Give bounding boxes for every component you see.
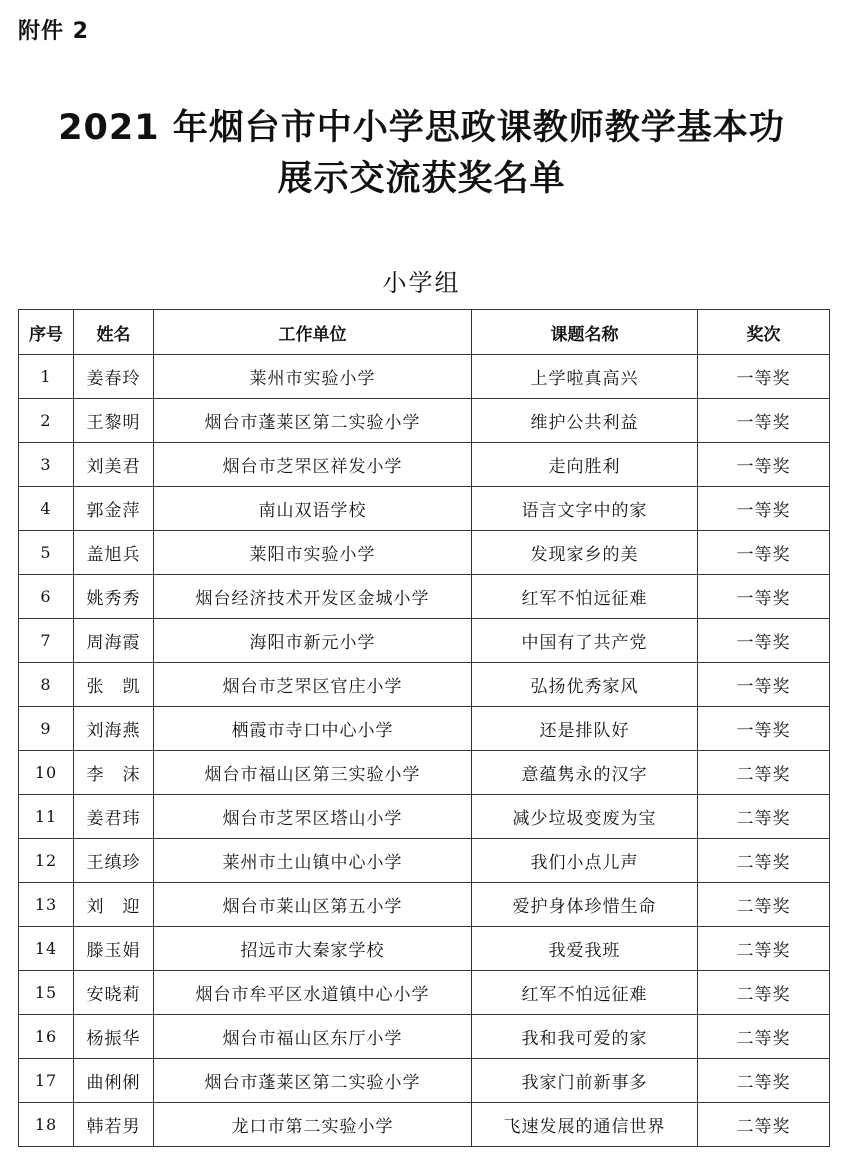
table-header-row xyxy=(19,310,830,355)
cell-lesson-title: 发现家乡的美 xyxy=(472,531,698,575)
cell-award: 一等奖 xyxy=(698,487,830,531)
cell-name: 姜春玲 xyxy=(74,355,154,399)
cell-award: 一等奖 xyxy=(698,355,830,399)
cell-workplace: 烟台市莱山区第五小学 xyxy=(154,883,472,927)
table-row xyxy=(19,795,830,839)
cell-award: 二等奖 xyxy=(698,839,830,883)
cell-index: 15 xyxy=(19,971,74,1015)
cell-name: 刘海燕 xyxy=(74,707,154,751)
cell-index: 14 xyxy=(19,927,74,971)
cell-name: 张 凯 xyxy=(74,663,154,707)
cell-index: 2 xyxy=(19,399,74,443)
cell-name: 安晓莉 xyxy=(74,971,154,1015)
group-title: 小学组 xyxy=(382,269,461,297)
cell-award: 二等奖 xyxy=(698,1103,830,1147)
cell-award: 二等奖 xyxy=(698,1059,830,1103)
cell-award: 一等奖 xyxy=(698,707,830,751)
cell-index: 10 xyxy=(19,751,74,795)
table-row xyxy=(19,443,830,487)
cell-index: 5 xyxy=(19,531,74,575)
cell-index: 9 xyxy=(19,707,74,751)
cell-name: 周海霞 xyxy=(74,619,154,663)
cell-lesson-title: 爱护身体珍惜生命 xyxy=(472,883,698,927)
cell-lesson-title: 我家门前新事多 xyxy=(472,1059,698,1103)
cell-lesson-title: 我爱我班 xyxy=(472,927,698,971)
cell-workplace: 莱州市土山镇中心小学 xyxy=(154,839,472,883)
cell-award: 二等奖 xyxy=(698,971,830,1015)
cell-lesson-title: 还是排队好 xyxy=(472,707,698,751)
cell-workplace: 烟台市蓬莱区第二实验小学 xyxy=(154,399,472,443)
cell-lesson-title: 中国有了共产党 xyxy=(472,619,698,663)
table-row xyxy=(19,399,830,443)
cell-lesson-title: 维护公共利益 xyxy=(472,399,698,443)
cell-index: 3 xyxy=(19,443,74,487)
table-row xyxy=(19,1059,830,1103)
cell-lesson-title: 飞速发展的通信世界 xyxy=(472,1103,698,1147)
cell-lesson-title: 走向胜利 xyxy=(472,443,698,487)
cell-workplace: 招远市大秦家学校 xyxy=(154,927,472,971)
cell-name: 韩若男 xyxy=(74,1103,154,1147)
cell-name: 刘美君 xyxy=(74,443,154,487)
cell-award: 一等奖 xyxy=(698,663,830,707)
table-row xyxy=(19,971,830,1015)
cell-index: 12 xyxy=(19,839,74,883)
cell-index: 13 xyxy=(19,883,74,927)
document-title-line-1: 2021 年烟台市中小学思政课教师教学基本功 xyxy=(58,108,785,148)
cell-name: 姜君玮 xyxy=(74,795,154,839)
table-row xyxy=(19,575,830,619)
cell-workplace: 烟台市芝罘区祥发小学 xyxy=(154,443,472,487)
cell-award: 一等奖 xyxy=(698,399,830,443)
cell-name: 杨振华 xyxy=(74,1015,154,1059)
header-lesson-title: 课题名称 xyxy=(472,310,698,355)
cell-lesson-title: 上学啦真高兴 xyxy=(472,355,698,399)
cell-workplace: 莱州市实验小学 xyxy=(154,355,472,399)
cell-name: 盖旭兵 xyxy=(74,531,154,575)
cell-workplace: 烟台市福山区第三实验小学 xyxy=(154,751,472,795)
cell-lesson-title: 减少垃圾变废为宝 xyxy=(472,795,698,839)
award-table xyxy=(18,309,830,1147)
cell-workplace: 烟台市福山区东厅小学 xyxy=(154,1015,472,1059)
cell-award: 一等奖 xyxy=(698,531,830,575)
cell-award: 二等奖 xyxy=(698,927,830,971)
attachment-label: 附件 2 xyxy=(18,19,89,44)
table-row xyxy=(19,619,830,663)
table-row xyxy=(19,487,830,531)
table-row xyxy=(19,883,830,927)
cell-name: 郭金萍 xyxy=(74,487,154,531)
cell-award: 二等奖 xyxy=(698,751,830,795)
table-row xyxy=(19,355,830,399)
cell-lesson-title: 红军不怕远征难 xyxy=(472,575,698,619)
cell-lesson-title: 我和我可爱的家 xyxy=(472,1015,698,1059)
cell-lesson-title: 意蕴隽永的汉字 xyxy=(472,751,698,795)
cell-lesson-title: 我们小点儿声 xyxy=(472,839,698,883)
cell-award: 二等奖 xyxy=(698,795,830,839)
table-row xyxy=(19,531,830,575)
cell-index: 1 xyxy=(19,355,74,399)
cell-name: 王黎明 xyxy=(74,399,154,443)
cell-workplace: 烟台市芝罘区塔山小学 xyxy=(154,795,472,839)
header-index: 序号 xyxy=(19,310,74,355)
cell-workplace: 龙口市第二实验小学 xyxy=(154,1103,472,1147)
cell-name: 曲俐俐 xyxy=(74,1059,154,1103)
cell-index: 11 xyxy=(19,795,74,839)
cell-index: 4 xyxy=(19,487,74,531)
cell-index: 7 xyxy=(19,619,74,663)
cell-name: 刘 迎 xyxy=(74,883,154,927)
cell-name: 滕玉娟 xyxy=(74,927,154,971)
cell-workplace: 烟台经济技术开发区金城小学 xyxy=(154,575,472,619)
table-row xyxy=(19,663,830,707)
cell-workplace: 栖霞市寺口中心小学 xyxy=(154,707,472,751)
cell-index: 18 xyxy=(19,1103,74,1147)
cell-name: 王缜珍 xyxy=(74,839,154,883)
table-row xyxy=(19,927,830,971)
table-row xyxy=(19,1103,830,1147)
cell-index: 8 xyxy=(19,663,74,707)
cell-index: 16 xyxy=(19,1015,74,1059)
cell-workplace: 烟台市蓬莱区第二实验小学 xyxy=(154,1059,472,1103)
cell-award: 二等奖 xyxy=(698,883,830,927)
cell-index: 17 xyxy=(19,1059,74,1103)
table-body xyxy=(19,355,830,1147)
header-name: 姓名 xyxy=(74,310,154,355)
cell-index: 6 xyxy=(19,575,74,619)
table-row xyxy=(19,751,830,795)
cell-award: 二等奖 xyxy=(698,1015,830,1059)
header-workplace: 工作单位 xyxy=(154,310,472,355)
cell-lesson-title: 语言文字中的家 xyxy=(472,487,698,531)
table-row xyxy=(19,707,830,751)
table-row xyxy=(19,1015,830,1059)
cell-name: 李 沫 xyxy=(74,751,154,795)
header-award: 奖次 xyxy=(698,310,830,355)
cell-lesson-title: 红军不怕远征难 xyxy=(472,971,698,1015)
cell-lesson-title: 弘扬优秀家风 xyxy=(472,663,698,707)
cell-workplace: 莱阳市实验小学 xyxy=(154,531,472,575)
cell-award: 一等奖 xyxy=(698,619,830,663)
cell-name: 姚秀秀 xyxy=(74,575,154,619)
cell-award: 一等奖 xyxy=(698,443,830,487)
table-row xyxy=(19,839,830,883)
cell-workplace: 海阳市新元小学 xyxy=(154,619,472,663)
cell-workplace: 南山双语学校 xyxy=(154,487,472,531)
cell-workplace: 烟台市牟平区水道镇中心小学 xyxy=(154,971,472,1015)
cell-award: 一等奖 xyxy=(698,575,830,619)
cell-workplace: 烟台市芝罘区官庄小学 xyxy=(154,663,472,707)
document-title-line-2: 展示交流获奖名单 xyxy=(277,159,566,199)
